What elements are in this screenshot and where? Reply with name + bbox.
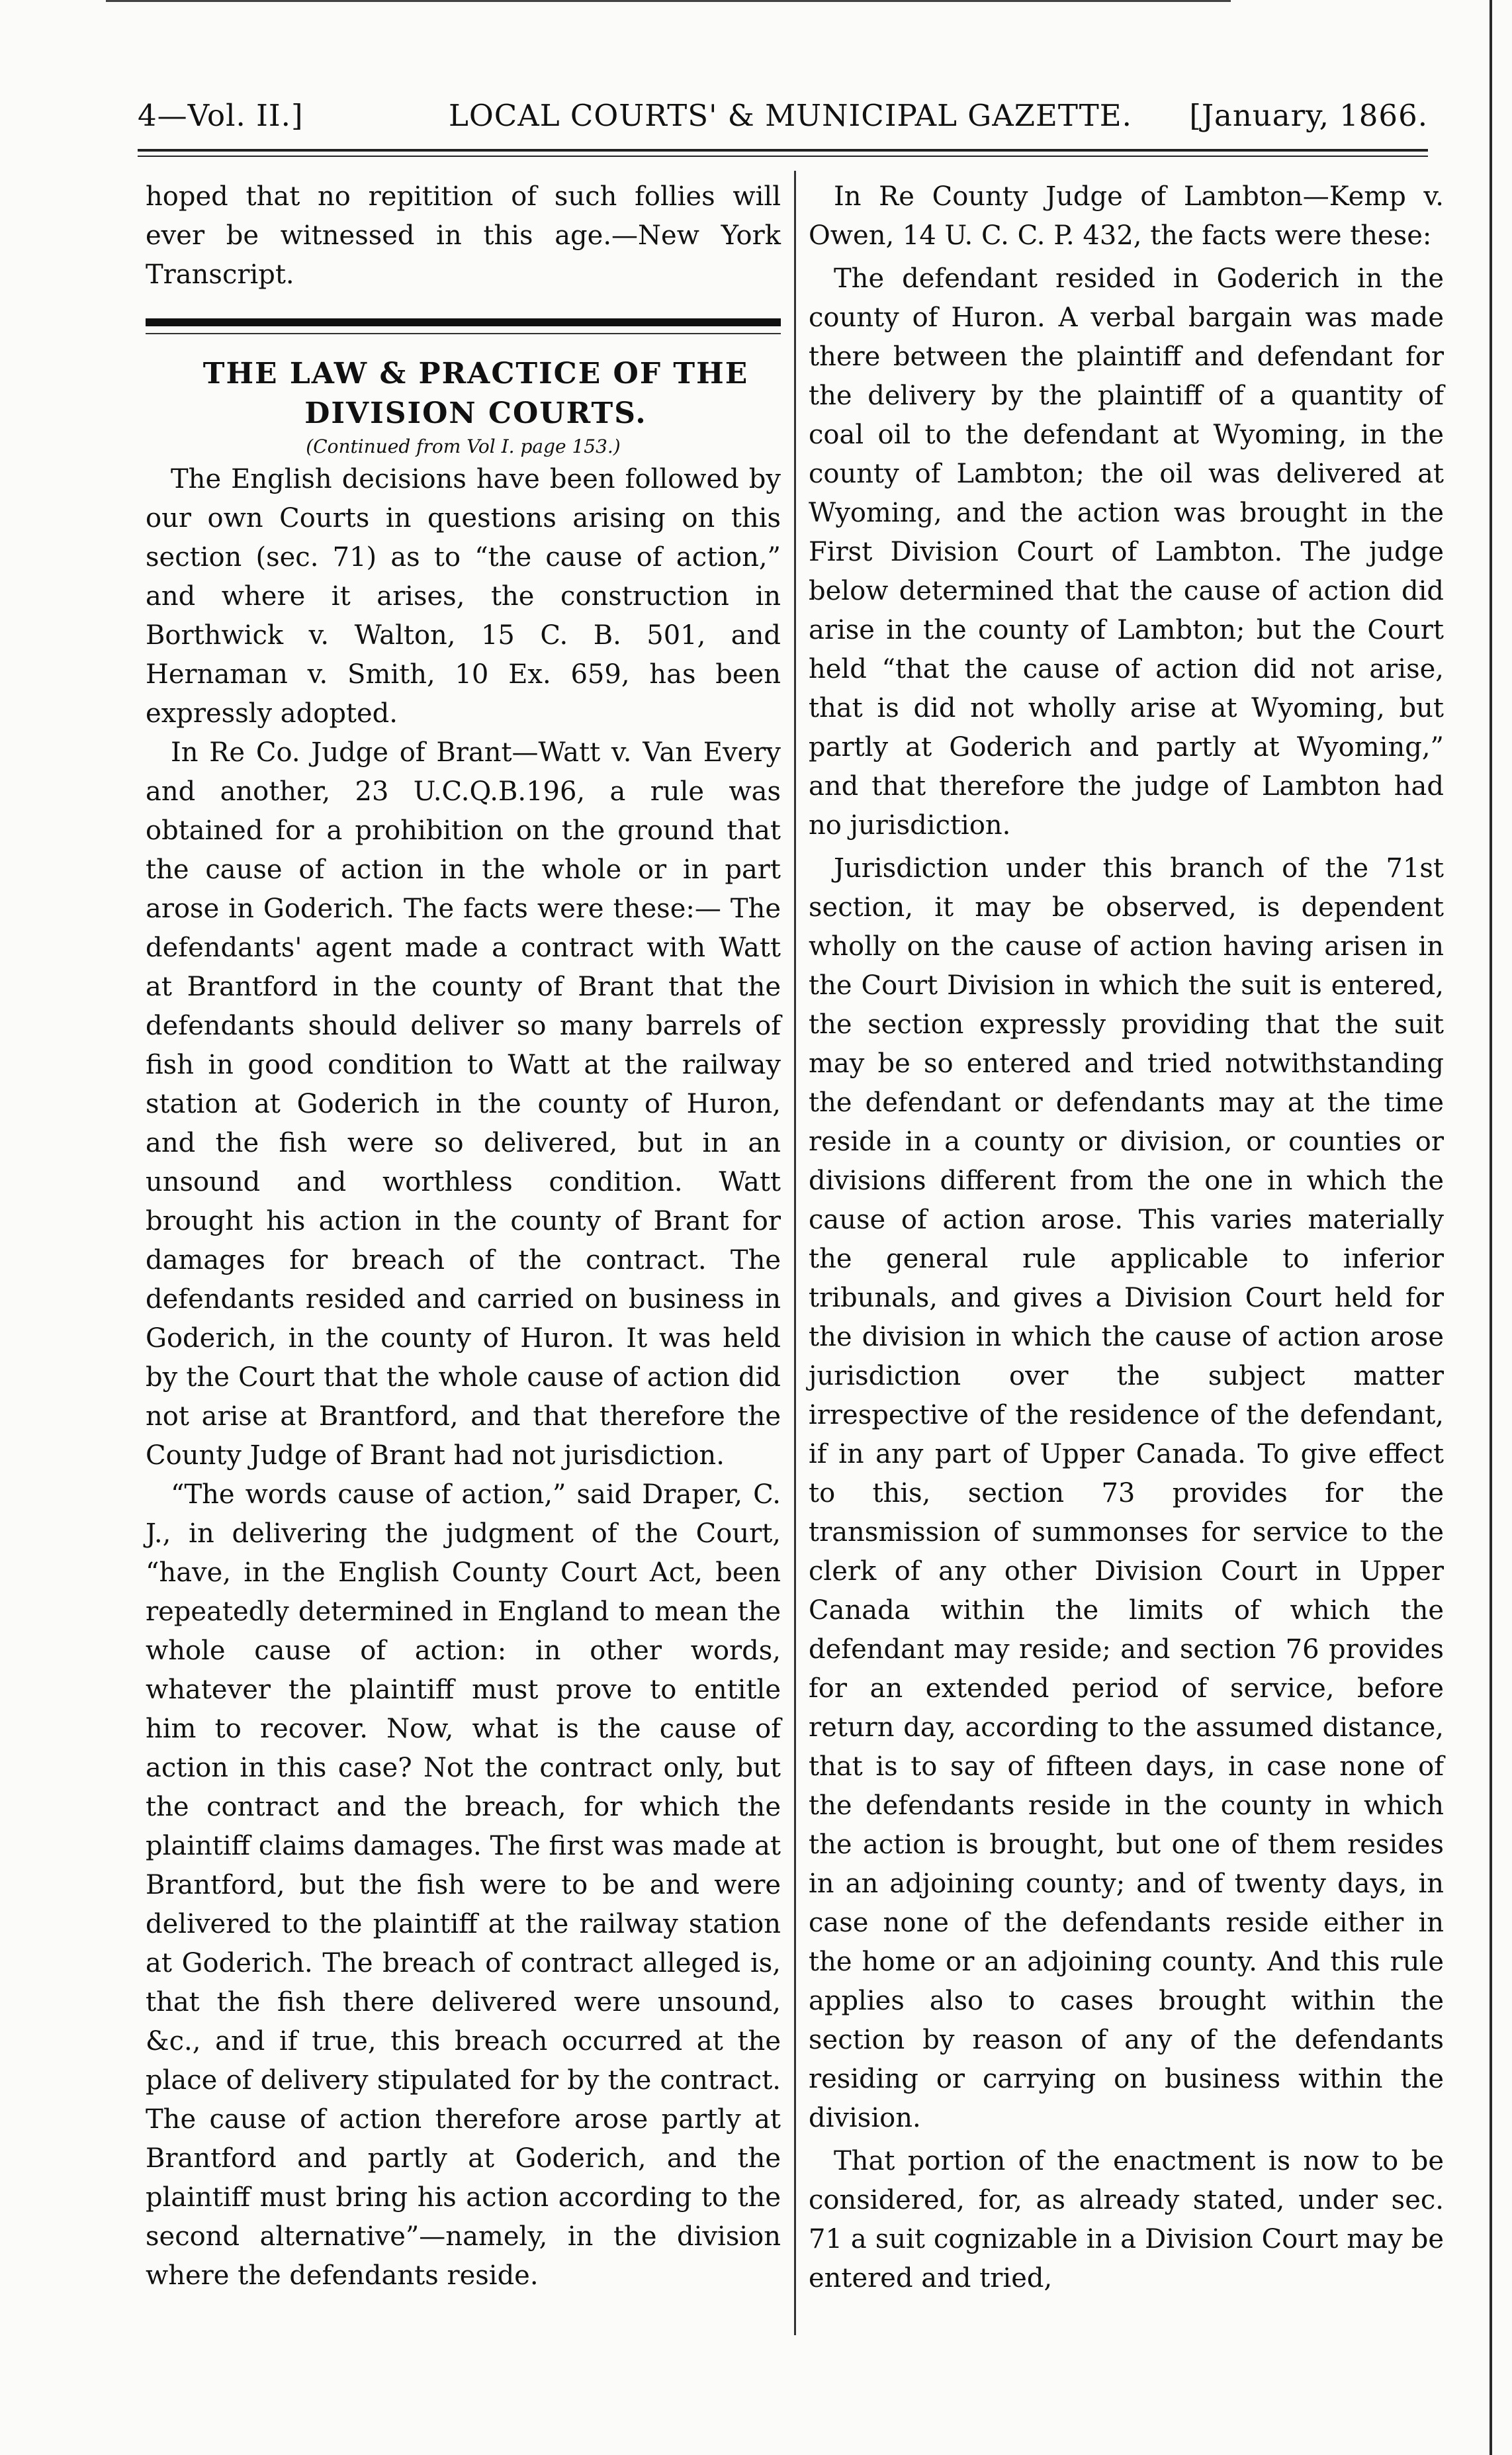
section-title-line2: DIVISION COURTS. <box>304 396 647 430</box>
right-paragraph-2: The defendant resided in Goderich in the county of Huron. A verbal bargain was made there between the plaintiff and defendant for the delivery by the plaintiff of a quantity of coal oil to the defendant at Wyoming, in the county of Lambton; the oil was delivered at Wyoming, and the action was brought in the First Division Court of Lambton. The judge below determined that the cause of action did arise in the county of Lambton; but the Court held “that the cause of action did not arise, that is did not wholly arise at Wyoming, but partly at Goderich and partly at Wyoming,” and that therefore the judge of Lambton had no jurisdiction. <box>809 263 1444 841</box>
header-rule <box>138 149 1428 152</box>
page-edge-line <box>1490 0 1492 2455</box>
section-thin-rule <box>146 333 781 334</box>
left-paragraph-2: In Re Co. Judge of Brant—Watt v. Van Every and another, 23 U.C.Q.B.196, a rule was obtained for a prohibition on the ground that the cause of action in the whole or in part arose in Goderich. The facts were these:— The defendants' agent made a contract with Watt at Brantford in the county of Brant that the defendants should deliver so many barrels of fish in good condition to Watt at the railway station at Goderich in the county of Huron, and the fish were so delivered, but in an unsound and worthless condition. Watt brought his action in the county of Brant for damages for breach of the contract. The defendants resided and carried on business in Goderich, in the county of Huron. It was held by the Court that the whole cause of action did not arise at Brantford, and that therefore the County Judge of Brant had not jurisdiction. <box>146 737 781 1471</box>
section-title-line1: THE LAW & PRACTICE OF THE <box>202 357 749 391</box>
left-paragraph-1: The English decisions have been followed by our own Courts in questions arising on this section (sec. 71) as to “the cause of action,” and where it arises, the construction in Borthwick v. Walton, 15 C. B. 501, and Hernaman v. Smith, 10 Ex. 659, has been expressly adopted. <box>146 464 781 729</box>
header-title: LOCAL COURTS' & MUNICIPAL GAZETTE. <box>449 98 1132 133</box>
right-paragraph-1: In Re County Judge of Lambton—Kemp v. Owen, 14 U. C. C. P. 432, the facts were these: <box>809 181 1444 251</box>
intro-paragraph: hoped that no repitition of such follies will ever be witnessed in this age.—New York Transcript. <box>146 181 781 290</box>
continued-note: (Continued from Vol I. page 153.) <box>306 436 621 457</box>
section-heavy-rule <box>146 318 781 326</box>
right-paragraph-4: That portion of the enactment is now to be considered, for, as already stated, under sec. 71 a suit cognizable in a Division Court may be entered and tried, <box>809 2146 1444 2293</box>
left-paragraph-3: “The words cause of action,” said Draper, C. J., in delivering the judgment of the Court, “have, in the English County Court Act, been repeatedly determined in England to mean the whole cause of action: in other words, whatever the plaintiff must prove to entitle him to recover. Now, what is the cause of action in this case? Not the contract only, but the contract and the breach, for which the plaintiff claims damages. The first was made at Brantford, but the fish were to be and were delivered to the plaintiff at the railway station at Goderich. The breach of contract alleged is, that the fish there delivered were unsound, &c., and if true, this breach occurred at the place of delivery stipulated for by the contract. The cause of action therefore arose partly at Brantford and partly at Goderich, and the plaintiff must bring his action according to the second alternative”—namely, in the division where the defendants reside. <box>146 1479 781 2291</box>
right-paragraph-3: Jurisdiction under this branch of the 71st section, it may be observed, is dependent wholly on the cause of action having arisen in the Court Division in which the suit is entered, the section expressly providing that the suit may be so entered and tried notwithstanding the defendant or defendants may at the time reside in a county or division, or counties or divisions different from the one in which the cause of action arose. This varies materially the general rule applicable to inferior tribunals, and gives a Division Court held for the division in which the cause of action arose jurisdiction over the subject matter irrespective of the residence of the defendant, if in any part of Upper Canada. To give effect to this, section 73 provides for the transmission of summonses for service to the clerk of any other Division Court in Upper Canada within the limits of which the defendant may reside; and section 76 provides for an extended period of service, before return day, according to the assumed distance, that is to say of fifteen days, in case none of the defendants reside in the county in which the action is brought, but one of them resides in an adjoining county; and of twenty days, in case none of the defendants reside either in the home or an adjoining county. And this rule applies also to cases brought within the section by reason of any of the defendants residing or carrying on business within the division. <box>809 853 1444 2133</box>
header-volume: 4—Vol. II.] <box>138 98 304 133</box>
page-header <box>138 98 1428 138</box>
column-divider <box>794 171 796 2335</box>
left-column <box>146 177 781 2295</box>
top-border-line <box>106 0 1231 2</box>
right-column <box>809 177 1444 2298</box>
header-rule-thin <box>138 156 1428 157</box>
header-date: [January, 1866. <box>1189 98 1428 133</box>
